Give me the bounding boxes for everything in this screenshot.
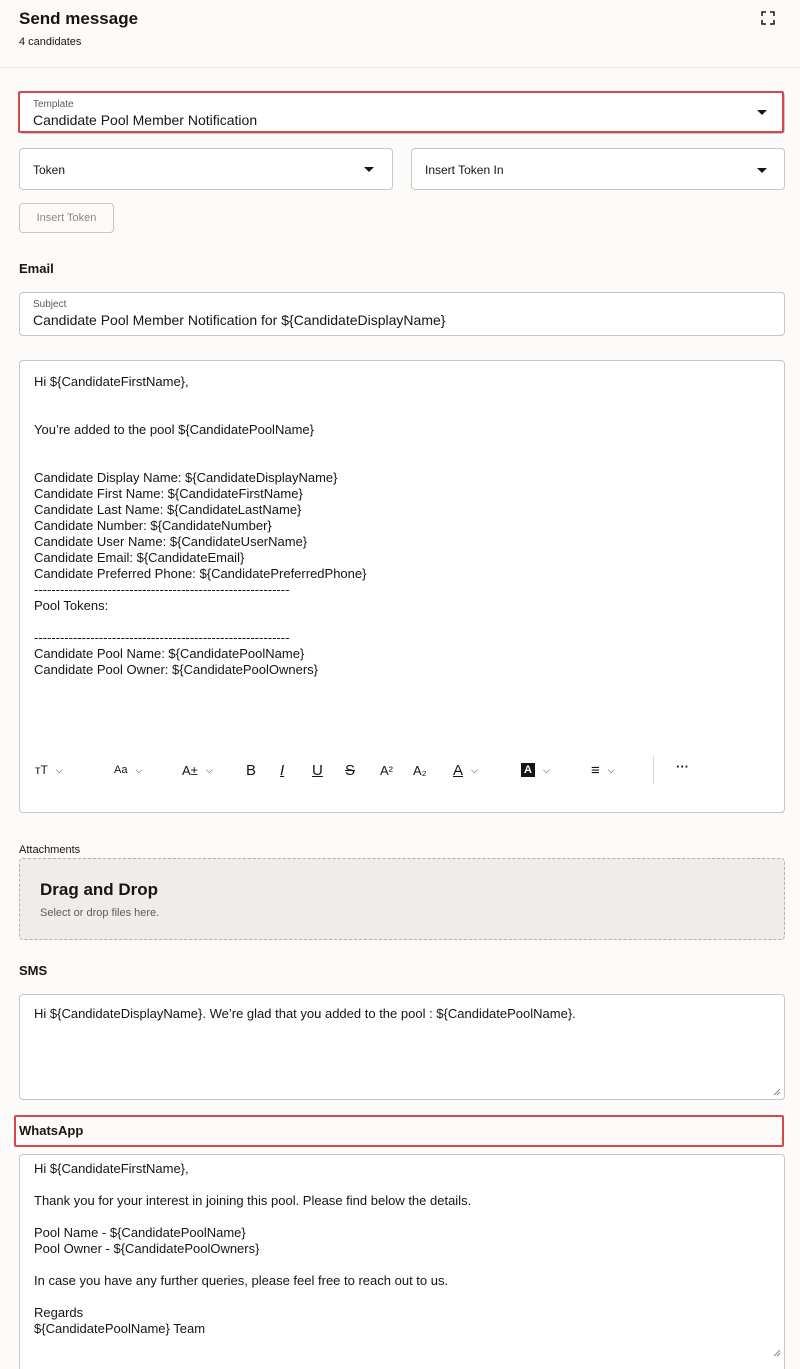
- chevron-down-icon: [364, 167, 374, 172]
- token-placeholder: Token: [33, 163, 66, 177]
- formatting-toolbar: [20, 754, 784, 786]
- chevron-down-icon: ⌵: [607, 764, 615, 775]
- subscript-button[interactable]: [413, 760, 427, 780]
- email-section-title: Email: [19, 261, 54, 276]
- font-size-button[interactable]: [182, 760, 213, 780]
- superscript-icon: A²: [380, 762, 393, 778]
- template-label: Template: [33, 99, 74, 110]
- chevron-down-icon: [757, 168, 767, 173]
- strikethrough-icon: S: [345, 761, 356, 779]
- chevron-down-icon: ⌵: [542, 764, 550, 775]
- toolbar-divider: [653, 756, 654, 784]
- sms-textarea[interactable]: [19, 994, 785, 1100]
- italic-icon: I: [280, 761, 285, 779]
- dropzone-subtitle: Select or drop files here.: [40, 907, 160, 919]
- font-style-icon: ᴛT: [35, 763, 48, 777]
- chevron-down-icon: ⌵: [471, 764, 478, 775]
- chevron-down-icon: ⌵: [205, 764, 213, 775]
- whatsapp-textarea[interactable]: [19, 1154, 785, 1369]
- subject-value: Candidate Pool Member Notification for ${CandidateDisplayName}: [33, 312, 446, 328]
- insert-token-in-placeholder: Insert Token In: [425, 163, 504, 177]
- dropzone-title: Drag and Drop: [40, 880, 159, 899]
- whatsapp-highlight: [14, 1115, 784, 1147]
- bold-icon: B: [246, 761, 257, 779]
- subscript-icon: A₂: [413, 762, 427, 778]
- insert-token-in-select[interactable]: [411, 148, 785, 190]
- template-highlight: [18, 91, 784, 133]
- font-family-icon: Aa: [114, 764, 128, 776]
- underline-button[interactable]: [312, 760, 323, 780]
- file-dropzone[interactable]: [19, 858, 785, 940]
- header-divider: [0, 67, 800, 68]
- insert-token-button[interactable]: Insert Token: [19, 203, 114, 233]
- sms-section-title: SMS: [19, 963, 48, 978]
- token-select[interactable]: [19, 148, 393, 190]
- page-title: Send message: [19, 9, 139, 28]
- font-family-button[interactable]: [114, 760, 142, 780]
- bold-button[interactable]: [246, 760, 256, 780]
- text-color-icon: A: [453, 761, 464, 779]
- superscript-button[interactable]: [380, 760, 393, 780]
- italic-button[interactable]: [280, 760, 284, 780]
- font-size-icon: A±: [182, 762, 198, 778]
- whatsapp-section-title: WhatsApp: [19, 1123, 84, 1138]
- more-button[interactable]: [676, 756, 689, 776]
- highlight-color-button[interactable]: [521, 760, 550, 780]
- strikethrough-button[interactable]: [345, 760, 355, 780]
- underline-icon: U: [312, 761, 323, 779]
- highlight-color-icon: A: [521, 763, 535, 777]
- resize-handle-icon[interactable]: [773, 1088, 781, 1096]
- subject-label: Subject: [33, 299, 67, 310]
- subject-field[interactable]: [19, 292, 785, 336]
- align-icon: ≡: [591, 761, 600, 779]
- whatsapp-body-text[interactable]: Hi ${CandidateFirstName}, Thank you for your interest in joining this pool. Please find below the details. Pool Name - ${CandidatePoolName} Pool Owner - ${CandidatePoolOwners} In case you have any further queries, please feel free to reach out to us. Regards ${CandidatePoolName} Team: [34, 1161, 472, 1336]
- candidate-count: 4 candidates: [19, 36, 82, 48]
- attachments-label: Attachments: [19, 844, 81, 856]
- email-body-editor[interactable]: [19, 360, 785, 813]
- chevron-down-icon: ⌵: [135, 764, 143, 775]
- more-icon: ···: [676, 758, 689, 774]
- chevron-down-icon: ⌵: [55, 764, 63, 775]
- align-button[interactable]: [591, 760, 615, 780]
- resize-handle-icon[interactable]: [773, 1349, 781, 1357]
- expand-icon[interactable]: [760, 10, 776, 26]
- sms-body-text[interactable]: Hi ${CandidateDisplayName}. We’re glad that you added to the pool : ${CandidatePoolName}.: [34, 1006, 576, 1021]
- email-body-text[interactable]: Hi ${CandidateFirstName}, You’re added to the pool ${CandidatePoolName} Candidate Display Name: ${CandidateDisplayName} Candidate First Name: ${CandidateFirstName} Candidate Last Name: ${CandidateLastName} Candidate Number: ${CandidateNumber} Candidate User Name: ${CandidateUserName} Candidate Email: ${CandidateEmail} Candidate Preferred Phone: ${CandidatePreferredPhone} ----------------------------------------------------------- Pool Tokens: ----------------------------------------------------------- Candidate Pool Name: ${CandidatePoolName} Candidate Pool Owner: ${CandidatePoolOwners}: [34, 374, 367, 677]
- font-style-button[interactable]: [35, 760, 63, 780]
- text-color-button[interactable]: [453, 760, 478, 780]
- template-value: Candidate Pool Member Notification: [33, 112, 258, 128]
